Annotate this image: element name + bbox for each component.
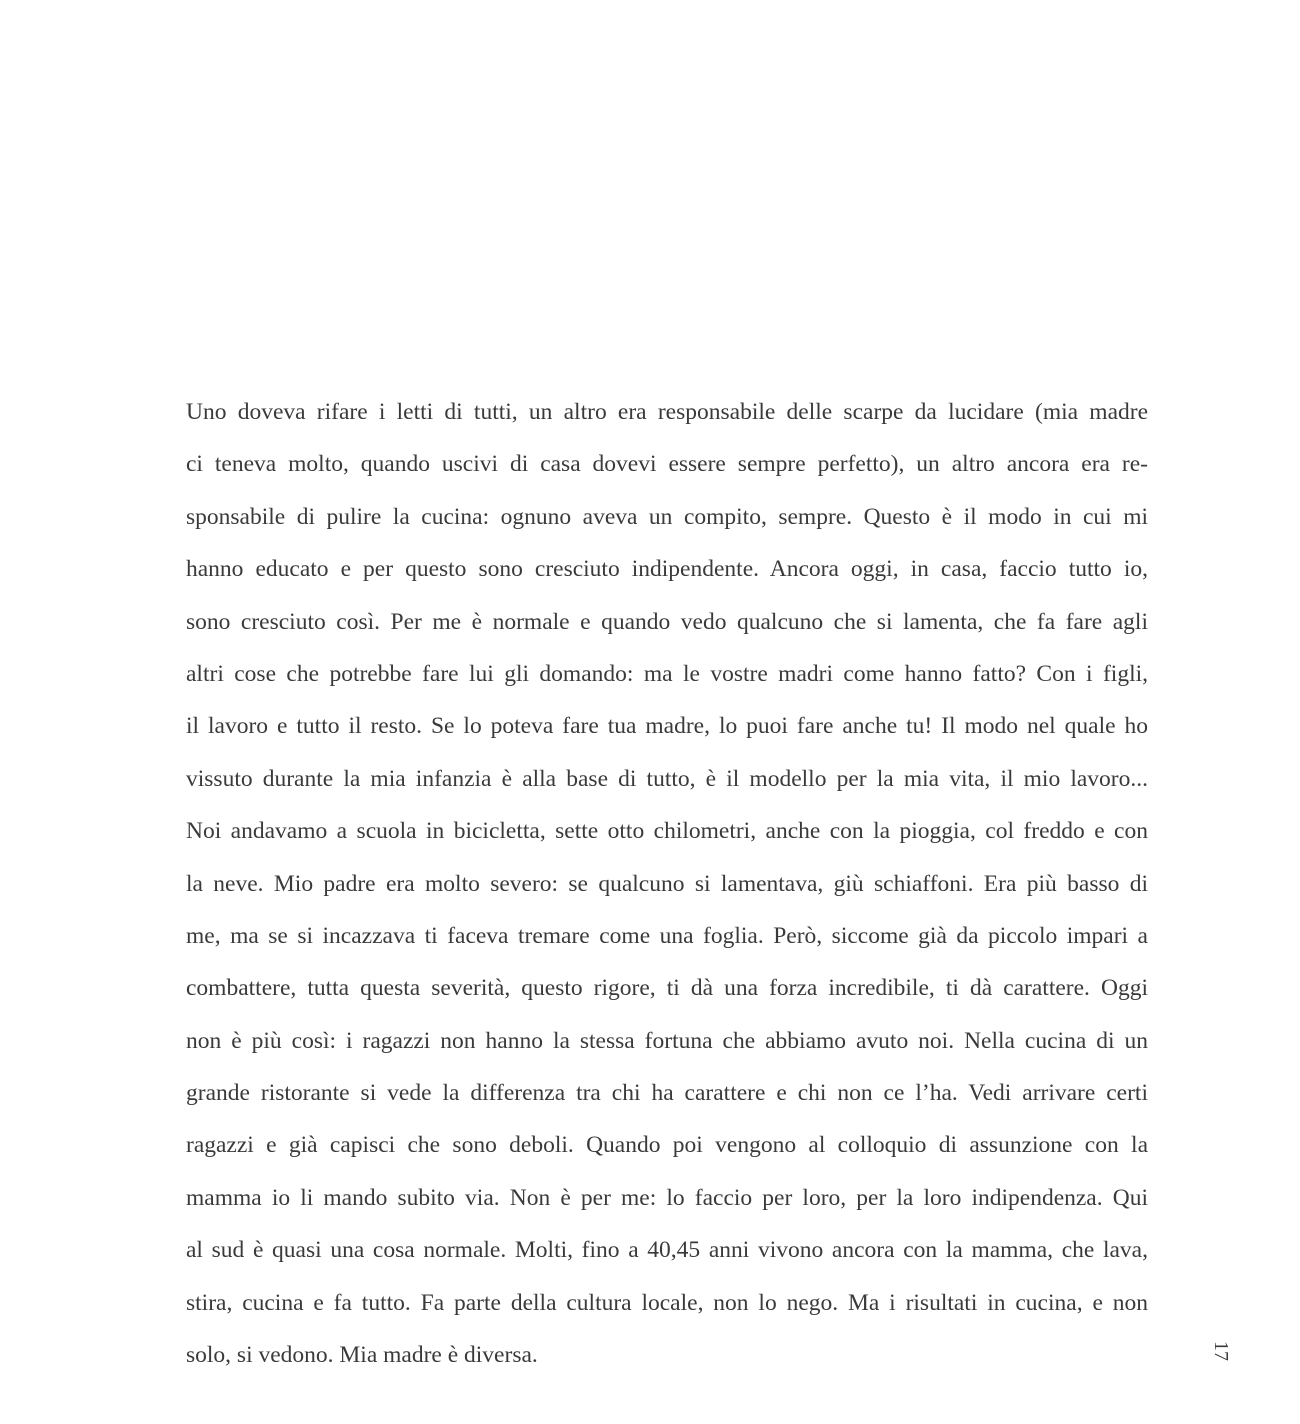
text-line: hanno educato e per questo sono cresciuto indipendente. Ancora oggi, in casa, faccio tutto io, xyxy=(186,556,1148,583)
text-line: il lavoro e tutto il resto. Se lo poteva fare tua madre, lo puoi fare anche tu! Il modo nel quale ho xyxy=(186,713,1148,740)
text-line: ragazzi e già capisci che sono deboli. Quando poi vengono al colloquio di assunzione con la xyxy=(186,1132,1148,1159)
text-line: al sud è quasi una cosa normale. Molti, fino a 40,45 anni vivono ancora con la mamma, che lava, xyxy=(186,1237,1148,1264)
text-line: solo, si vedono. Mia madre è diversa. xyxy=(186,1342,538,1369)
text-line: la neve. Mio padre era molto severo: se qualcuno si lamentava, giù schiaffoni. Era più basso di xyxy=(186,870,1148,897)
body-paragraph xyxy=(186,386,1148,1381)
text-line: combattere, tutta questa severità, questo rigore, ti dà una forza incredibile, ti dà carattere. Oggi xyxy=(186,975,1148,1002)
page-number: 17 xyxy=(1210,1341,1232,1361)
text-line: altri cose che potrebbe fare lui gli domando: ma le vostre madri come hanno fatto? Con i figli, xyxy=(186,660,1148,687)
text-line: grande ristorante si vede la differenza tra chi ha carattere e chi non ce l’ha. Vedi arrivare certi xyxy=(186,1080,1148,1107)
text-line: sono cresciuto così. Per me è normale e quando vedo qualcuno che si lamenta, che fa fare agli xyxy=(186,608,1148,635)
text-line: vissuto durante la mia infanzia è alla base di tutto, è il modello per la mia vita, il mio lavoro... xyxy=(186,765,1148,792)
text-line: me, ma se si incazzava ti faceva tremare come una foglia. Però, siccome già da piccolo impari a xyxy=(186,922,1148,949)
text-line: Noi andavamo a scuola in bicicletta, sette otto chilometri, anche con la pioggia, col freddo e con xyxy=(186,818,1148,845)
text-line: Uno doveva rifare i letti di tutti, un altro era responsabile delle scarpe da lucidare (mia madre xyxy=(186,399,1148,425)
text-line: stira, cucina e fa tutto. Fa parte della cultura locale, non lo nego. Ma i risultati in cucina, e non xyxy=(186,1289,1148,1316)
text-line: ci teneva molto, quando uscivi di casa dovevi essere sempre perfetto), un altro ancora era re- xyxy=(186,451,1148,478)
text-line: mamma io li mando subito via. Non è per me: lo faccio per loro, per la loro indipendenza. Qui xyxy=(186,1184,1148,1211)
text-line: sponsabile di pulire la cucina: ognuno aveva un compito, sempre. Questo è il modo in cui mi xyxy=(186,503,1148,530)
text-line: non è più così: i ragazzi non hanno la stessa fortuna che abbiamo avuto noi. Nella cucina di un xyxy=(186,1027,1148,1054)
